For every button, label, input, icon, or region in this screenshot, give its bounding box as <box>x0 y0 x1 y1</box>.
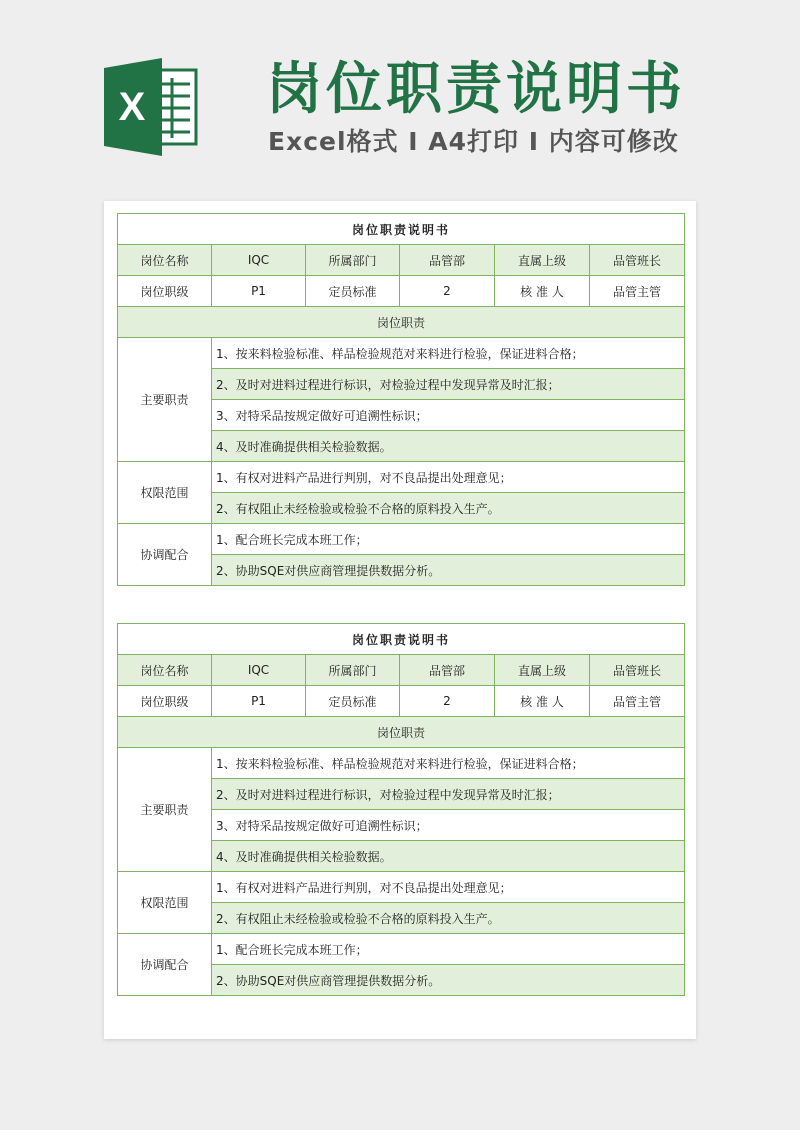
label-department: 所属部门 <box>306 655 400 686</box>
page-subtitle: Excel格式 I A4打印 I 内容可修改 <box>268 127 679 156</box>
section-header-row <box>118 307 685 338</box>
duty-item: 3、对特采品按规定做好可追溯性标识； <box>212 400 685 431</box>
label-position-level: 岗位职级 <box>118 686 212 717</box>
label-supervisor: 直属上级 <box>495 655 590 686</box>
duty-item: 3、对特采品按规定做好可追溯性标识； <box>212 810 685 841</box>
group-label-coordination: 协调配合 <box>118 934 212 996</box>
label-department: 所属部门 <box>306 245 400 276</box>
page-header <box>0 0 800 190</box>
value-staffing: 2 <box>400 276 495 307</box>
table-title: 岗位职责说明书 <box>118 624 685 655</box>
value-approver: 品管主管 <box>590 276 685 307</box>
group-label-authority: 权限范围 <box>118 462 212 524</box>
group-label-main-duties: 主要职责 <box>118 748 212 872</box>
value-position-name: IQC <box>212 245 306 276</box>
table-row <box>118 934 685 965</box>
section-header: 岗位职责 <box>118 307 685 338</box>
table-row <box>118 872 685 903</box>
group-label-authority: 权限范围 <box>118 872 212 934</box>
label-staffing: 定员标准 <box>306 686 400 717</box>
section-header-row <box>118 717 685 748</box>
info-row-2 <box>118 686 685 717</box>
label-position-name: 岗位名称 <box>118 245 212 276</box>
value-position-level: P1 <box>212 276 306 307</box>
label-approver: 核 准 人 <box>495 276 590 307</box>
duty-item: 4、及时准确提供相关检验数据。 <box>212 431 685 462</box>
excel-logo-icon <box>104 58 200 156</box>
authority-item: 1、有权对进料产品进行判别，对不良品提出处理意见； <box>212 462 685 493</box>
value-position-level: P1 <box>212 686 306 717</box>
logo-letter: X <box>118 85 146 129</box>
coordination-item: 1、配合班长完成本班工作； <box>212 934 685 965</box>
value-position-name: IQC <box>212 655 306 686</box>
table-title: 岗位职责说明书 <box>118 214 685 245</box>
section-header: 岗位职责 <box>118 717 685 748</box>
duty-item: 1、按来料检验标准、样品检验规范对来料进行检验，保证进料合格； <box>212 338 685 369</box>
value-staffing: 2 <box>400 686 495 717</box>
table-row <box>118 462 685 493</box>
coordination-item: 1、配合班长完成本班工作； <box>212 524 685 555</box>
table-row <box>118 338 685 369</box>
duty-item: 2、及时对进料过程进行标识，对检验过程中发现异常及时汇报； <box>212 779 685 810</box>
label-approver: 核 准 人 <box>495 686 590 717</box>
label-position-level: 岗位职级 <box>118 276 212 307</box>
authority-item: 2、有权阻止未经检验或检验不合格的原料投入生产。 <box>212 903 685 934</box>
authority-item: 1、有权对进料产品进行判别，对不良品提出处理意见； <box>212 872 685 903</box>
info-row-1 <box>118 655 685 686</box>
page-title: 岗位职责说明书 <box>266 57 686 122</box>
info-row-2 <box>118 276 685 307</box>
label-position-name: 岗位名称 <box>118 655 212 686</box>
table-row <box>118 748 685 779</box>
group-label-main-duties: 主要职责 <box>118 338 212 462</box>
duty-item: 4、及时准确提供相关检验数据。 <box>212 841 685 872</box>
sheet-paper <box>104 201 696 1039</box>
value-approver: 品管主管 <box>590 686 685 717</box>
info-row-1 <box>118 245 685 276</box>
title-row <box>118 214 685 245</box>
label-staffing: 定员标准 <box>306 276 400 307</box>
group-label-coordination: 协调配合 <box>118 524 212 586</box>
title-row <box>118 624 685 655</box>
coordination-item: 2、协助SQE对供应商管理提供数据分析。 <box>212 555 685 586</box>
job-description-table <box>117 623 685 996</box>
value-department: 品管部 <box>400 245 495 276</box>
duty-item: 1、按来料检验标准、样品检验规范对来料进行检验，保证进料合格； <box>212 748 685 779</box>
value-department: 品管部 <box>400 655 495 686</box>
value-supervisor: 品管班长 <box>590 655 685 686</box>
duty-item: 2、及时对进料过程进行标识，对检验过程中发现异常及时汇报； <box>212 369 685 400</box>
label-supervisor: 直属上级 <box>495 245 590 276</box>
table-row <box>118 524 685 555</box>
value-supervisor: 品管班长 <box>590 245 685 276</box>
authority-item: 2、有权阻止未经检验或检验不合格的原料投入生产。 <box>212 493 685 524</box>
coordination-item: 2、协助SQE对供应商管理提供数据分析。 <box>212 965 685 996</box>
job-description-table <box>117 213 685 586</box>
